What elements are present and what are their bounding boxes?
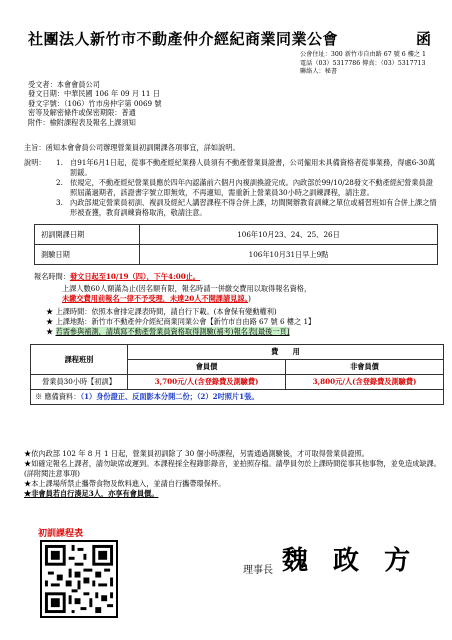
item-num: 2. xyxy=(56,178,63,187)
registration-capacity xyxy=(62,284,444,304)
schedule-table xyxy=(34,224,438,265)
docs-label: ※ 應備資料： xyxy=(35,392,81,401)
capacity-text: 上課人數60人額滿為止(因名額有限，報名時請一併繳交費用以取得報名資格， xyxy=(62,284,312,293)
registration-period: 發文日起至10/19（四），下午4:00止。 xyxy=(69,272,201,281)
item-num: 3. xyxy=(56,198,63,207)
subject: 主旨：函知本會會員公司辦理營業員初訓開課各項事宜，詳如說明。 xyxy=(24,143,240,152)
member-price: 3,700元/人(含登錄費及測驗費) xyxy=(128,375,286,390)
star-icon: ★ xyxy=(46,317,54,326)
registration-period-line xyxy=(34,272,200,282)
confidentiality: 密等及解密條件或保密期限：普通 xyxy=(28,108,136,118)
signature-name: 魏 政 方 xyxy=(282,546,419,576)
list-item xyxy=(46,327,315,337)
meta-block xyxy=(28,80,162,127)
star-icon: ★ xyxy=(46,307,54,316)
schedule-value: 106年10月31日早上9點 xyxy=(140,245,438,265)
class-location: 上課地點：新竹市不動產仲介經紀商業同業公會【新竹市自由路 67 號 6 樓之 1】 xyxy=(55,317,316,326)
attachment: 附件：檢附課程表及報名上課須知 xyxy=(28,117,136,127)
registration-items xyxy=(46,307,315,337)
capacity-end: ) xyxy=(248,294,251,303)
qr-code-icon[interactable] xyxy=(40,540,118,618)
fee-table xyxy=(30,344,444,405)
list-item xyxy=(46,317,315,327)
table-row xyxy=(31,390,444,405)
class-time: 上課時間：依照本會排定課表時間，請自行下載。(本會保有變動權利) xyxy=(55,307,277,316)
explanation-item-1: 自91年6月1日起，從事不動產經紀業務人員須有不動產營業員證書，公司僱用未具備資格者從事業務，得處6-30萬罰鍰。 xyxy=(70,158,436,177)
nonmember-price: 3,800元/人(含登錄費及測驗費) xyxy=(286,375,444,390)
recipient: 受文者：本會會員公司 xyxy=(28,80,100,89)
col-class: 課程班別 xyxy=(31,345,128,375)
signature-title: 理事長 xyxy=(243,565,273,576)
contact-address: 公會住址：300 新竹市自由路 67 號 6 樓之 1 xyxy=(300,51,426,58)
list-item: ★非會員若自行湊足3人，亦享有會員價。 xyxy=(24,489,159,498)
docs-row xyxy=(31,390,444,405)
explanation xyxy=(24,158,439,218)
table-row xyxy=(35,225,438,245)
col-member: 會員價 xyxy=(128,360,286,375)
explanation-label: 說明： xyxy=(24,158,46,167)
list-item: ★本上課場所禁止攜帶食物及飲料進入，並請自行攜帶環保杯。 xyxy=(24,479,226,488)
explanation-item-2: 依規定，不動產經紀營業員應於四年內認滿前六個月內複訓換證完成。內政部於99/10/28發文不動產經紀營業員證照屆滿過期者，該證書字號立即無效，不再適知，需重新上營業員30小時之訓練課程，請注意。 xyxy=(70,178,433,197)
issue-date: 發文日期：中華民國 106 年 09 月 11 日 xyxy=(28,89,160,99)
table-row xyxy=(31,345,444,360)
retest-note: 若需參與補測，請填寫不動產營業員資格取得測驗(補考)報名表[最後一頁] xyxy=(55,327,290,336)
docs-text: （1）身份證正、反面影本分開二份；（2）2吋照片1張。 xyxy=(80,392,259,401)
list-item xyxy=(46,307,315,317)
org-title: 社團法人新竹市不動產仲介經紀商業同業公會 xyxy=(28,30,339,48)
table-row xyxy=(35,245,438,265)
schedule-label: 初訓開課日期 xyxy=(35,225,140,245)
contact-person: 聯絡人：秘書 xyxy=(300,68,338,76)
registration-label: 報名時間： xyxy=(34,272,70,281)
contact-block xyxy=(300,51,426,77)
col-nonmember: 非會員價 xyxy=(286,360,444,375)
notes xyxy=(24,449,442,499)
qr-label: 初訓課程表 xyxy=(38,529,84,539)
col-fee: 費 用 xyxy=(128,345,444,360)
contact-phone: 電話（03）5317786 傳真：（03）5317713 xyxy=(300,59,426,67)
list-item: ★依內政部 102 年 8 月 1 日起，營業員初訓除了 30 個小時課程，另需通過測驗後，才可取得營業員證照。 xyxy=(24,449,369,458)
table-row xyxy=(31,375,444,390)
row-label: 營業員30小時【初訓】 xyxy=(31,375,128,390)
list-item: ★如確定報名上課者，請勿缺席或遲到。本課程採全程錄影錄音，並拍照存檔。請學員勿於上課時間從事其他事物，並免造成缺課。(詳附閱注意事項) xyxy=(24,459,441,478)
doc-type: 函 xyxy=(416,30,432,48)
explanation-item-3: 內政部規定營業員初訓、複訓及經紀人講習課程不得合併上課，坊間開辦教育訓練之單位或補習班如有合併上課之情形被查獲，教育訓練資格取消，敬請注意。 xyxy=(70,198,437,217)
issue-number: 發文字號：（106）竹市房仲字第 0069 號 xyxy=(28,98,162,108)
capacity-warning: 未繳交費用前報名一律不予受理，未達20人不開課請見諒。 xyxy=(62,294,249,303)
schedule-label: 測驗日期 xyxy=(35,245,140,265)
item-num: 1. xyxy=(56,158,63,167)
schedule-value: 106年10月23、24、25、26日 xyxy=(140,225,438,245)
star-icon: ★ xyxy=(46,327,54,336)
